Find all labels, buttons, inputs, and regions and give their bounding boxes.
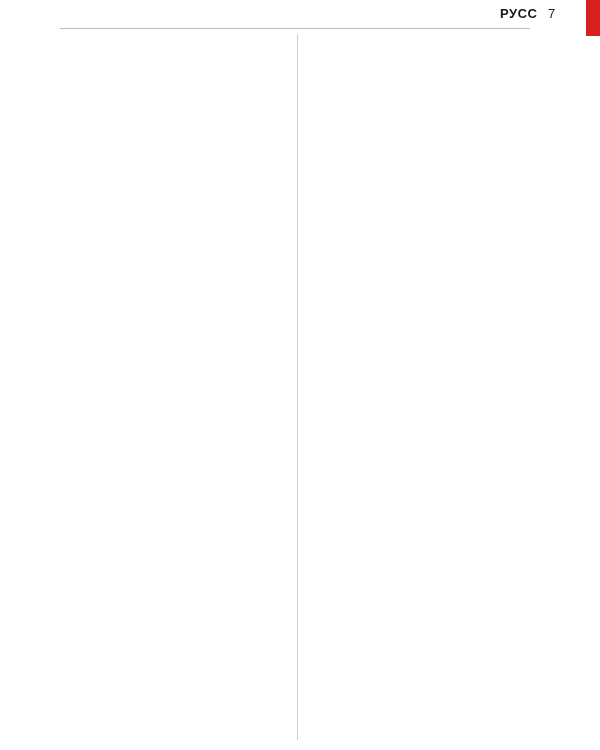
side-tab-marker (586, 0, 600, 36)
column-divider (297, 34, 298, 740)
text-column-right (302, 34, 534, 740)
text-column-left (62, 34, 294, 740)
page-number: 7 (548, 6, 556, 21)
header-rule (60, 28, 530, 29)
header-title: РУСС (500, 6, 538, 21)
